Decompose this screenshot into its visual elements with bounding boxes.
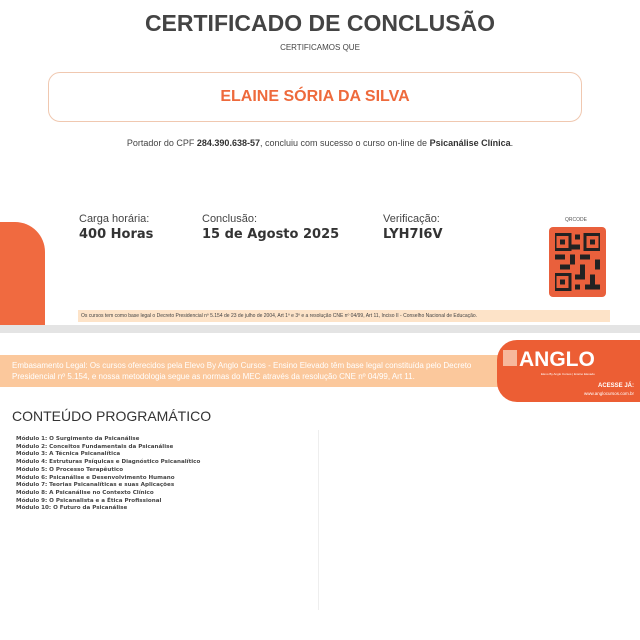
completion-label: Conclusão: <box>202 213 258 225</box>
logo-url[interactable]: www.anglocursos.com.br <box>583 391 634 396</box>
completion-field <box>202 213 339 242</box>
qr-label: QRCODE <box>565 217 587 223</box>
column-divider <box>318 430 319 610</box>
course-name: Psicanálise Clínica <box>429 138 511 148</box>
list-item: Módulo 3: A Técnica Psicanalítica <box>16 451 121 458</box>
completion-value: 15 de Agosto 2025 <box>202 227 340 242</box>
cpf-number: 284.390.638-57 <box>196 138 260 148</box>
cpf-statement <box>0 138 640 148</box>
verification-code: LYH7I6V <box>383 227 443 242</box>
module-list <box>16 436 200 513</box>
list-item: Módulo 8: A Psicanálise no Contexto Clínico <box>16 489 154 496</box>
certificate-title: CERTIFICADO DE CONCLUSÃO <box>144 10 496 36</box>
list-item: Módulo 9: O Psicanalista e a Ética Profissional <box>16 497 162 504</box>
certificate-subtitle: CERTIFICAMOS QUE <box>280 43 360 52</box>
cpf-suffix: . <box>510 138 514 148</box>
cpf-middle: , concluiu com sucesso o curso on-line de <box>259 138 430 148</box>
list-item: Módulo 6: Psicanálise e Desenvolvimento Humano <box>16 474 175 481</box>
logo-brand: ANGLO <box>519 348 595 371</box>
legal-note: Os cursos tem como base legal o Decreto Presidencial nº 5.154 de 23 de julho de 2004, Art 1º e 3º e a resolução CNE nº 04/99, Art 11, Inciso II - Conselho Nacional de Educação. <box>78 310 610 322</box>
legal-banner: Embasamento Legal: Os cursos oferecidos pela Elevo By Anglo Cursos - Ensino Elevado têm base legal constituída pelo Decreto Presidencial nº 5.154, e nossa metodologia segue as normas do MEC através da resolução CNE nº 04/99, Art 11. <box>0 355 505 387</box>
anglo-logo-icon <box>503 350 517 366</box>
anglo-logo[interactable] <box>497 340 640 402</box>
list-item: Módulo 10: O Futuro da Psicanálise <box>16 505 128 512</box>
decorative-shape <box>0 222 45 325</box>
qr-code-icon <box>555 233 600 291</box>
list-item: Módulo 2: Conceitos Fundamentais da Psicanálise <box>16 443 174 450</box>
workload-value: 400 Horas <box>79 227 154 242</box>
verification-field <box>383 213 443 242</box>
list-item: Módulo 5: O Processo Terapêutico <box>16 466 124 473</box>
workload-label: Carga horária: <box>79 213 150 225</box>
cpf-prefix: Portador do CPF <box>126 138 197 148</box>
name-box <box>48 72 582 122</box>
workload-field <box>79 213 153 242</box>
recipient-name: ELAINE SÓRIA DA SILVA <box>220 88 410 105</box>
logo-cta: ACESSE JÁ: <box>597 383 634 389</box>
list-item: Módulo 1: O Surgimento da Psicanálise <box>16 436 140 442</box>
content-title: CONTEÚDO PROGRAMÁTICO <box>12 408 212 424</box>
list-item: Módulo 4: Estruturas Psíquicas e Diagnóstico Psicanalítico <box>16 459 201 466</box>
qr-code[interactable] <box>549 227 606 297</box>
page-divider <box>0 325 640 333</box>
list-item: Módulo 7: Teorias Psicanalíticas e suas Aplicações <box>16 482 175 489</box>
verification-label: Verificação: <box>383 213 440 225</box>
logo-tagline: Elevo By Anglo Cursos | Ensino Elevado <box>541 372 595 376</box>
